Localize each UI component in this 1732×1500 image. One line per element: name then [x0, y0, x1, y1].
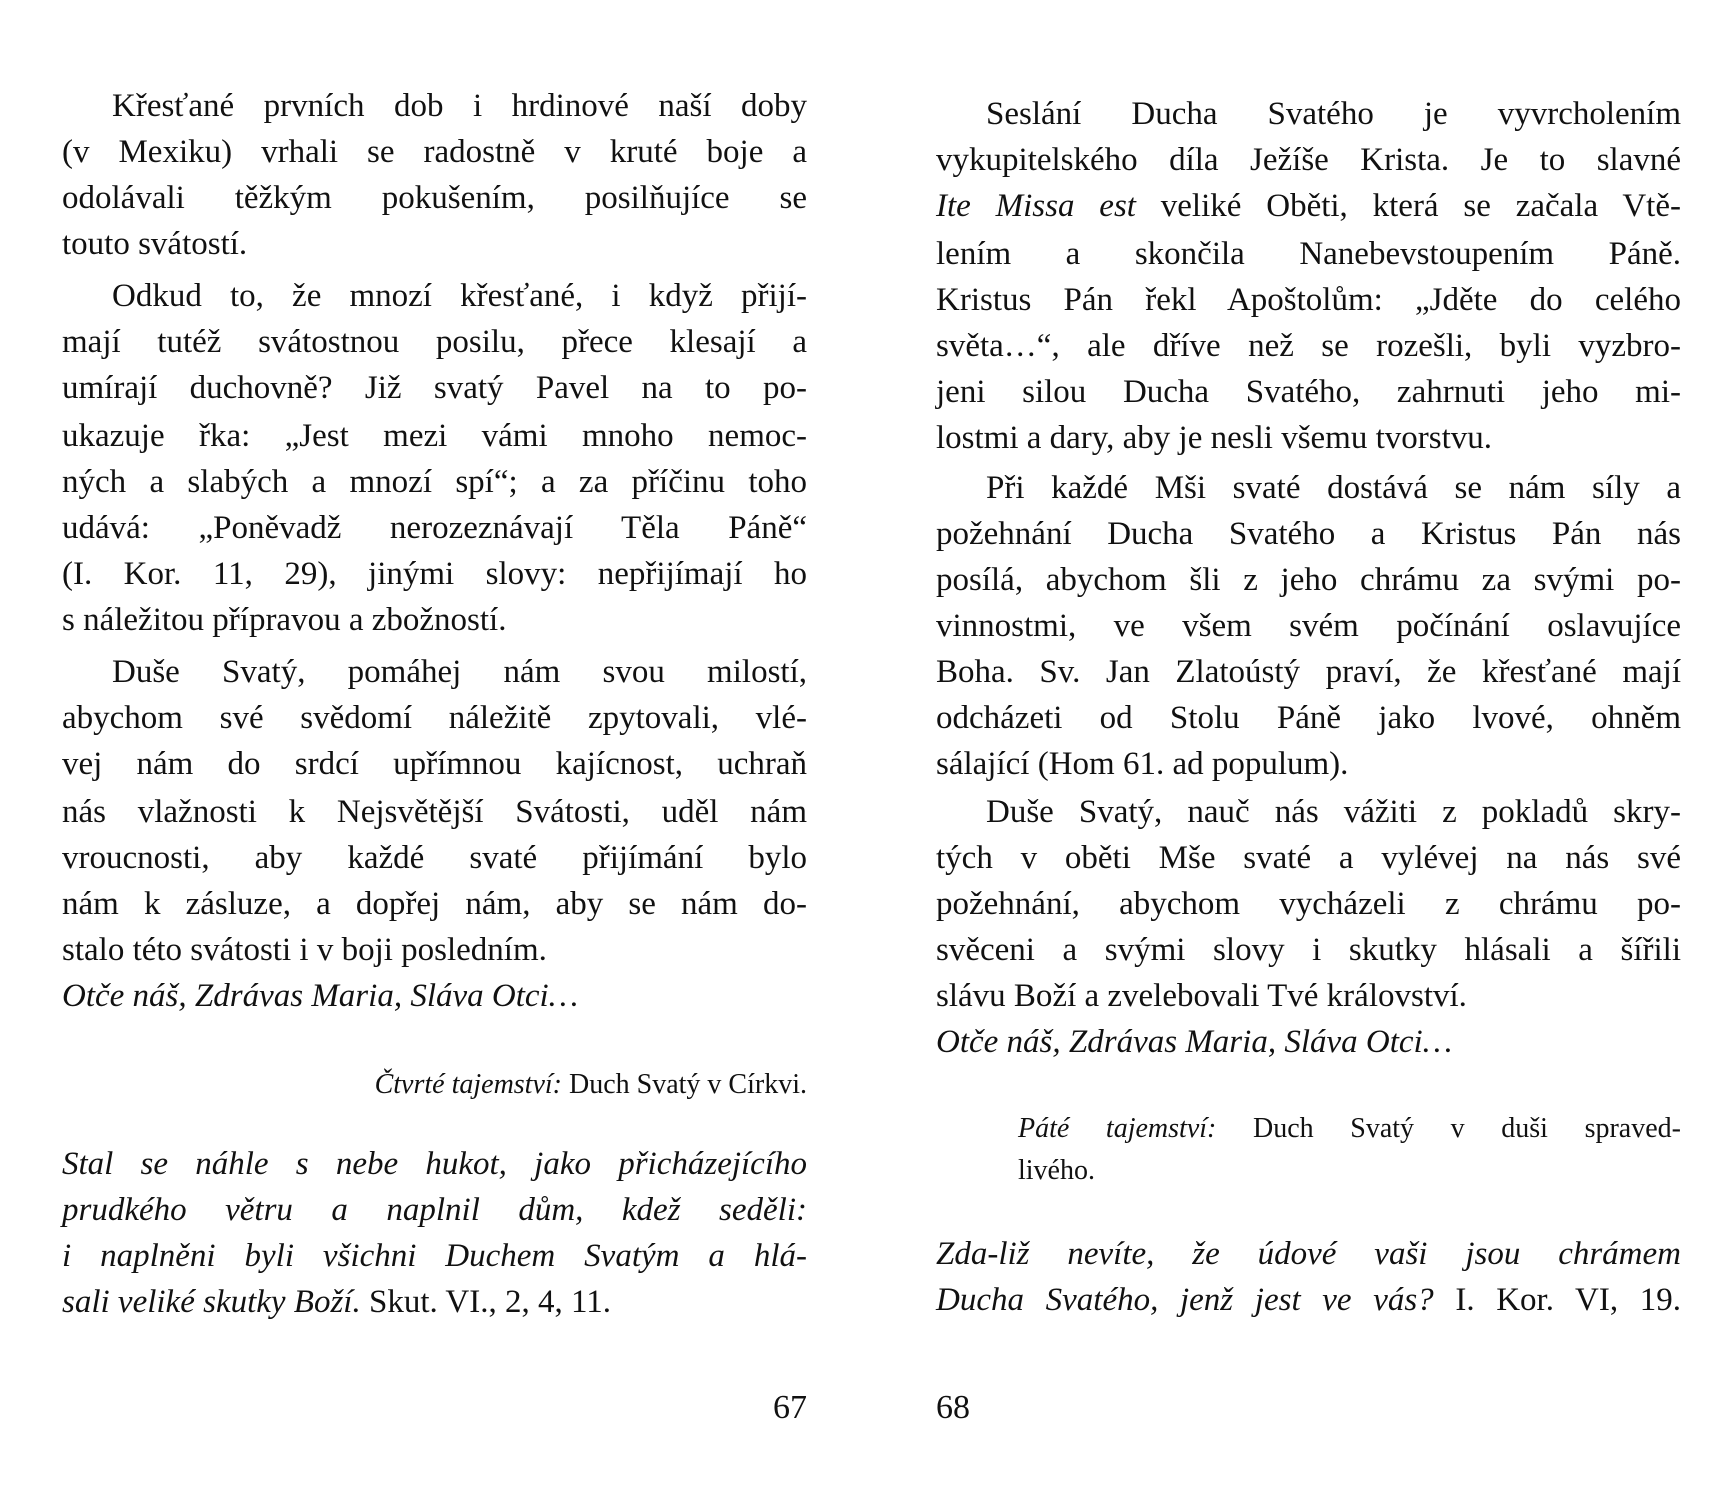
- quote-line: Stal se náhle s nebe hukot, jako přicházejícího: [62, 1146, 807, 1182]
- text-line: Křesťané prvních dob i hrdinové naší doby: [112, 88, 807, 124]
- text-line: udává: „Poněvadž nerozeznávají Těla Páně“: [62, 510, 807, 546]
- text-line: lením a skončila Nanebevstoupením Páně.: [936, 236, 1681, 272]
- quote-line: [62, 1284, 807, 1321]
- text-line: stalo této svátosti i v boji posledním.: [62, 932, 547, 968]
- text-line: Boha. Sv. Jan Zlatoústý praví, že křesťané mají: [936, 654, 1681, 690]
- quote-reference: I. Kor. VI, 19.: [1455, 1282, 1681, 1318]
- text-line: (v Mexiku) vrhali se radostně v kruté boje a: [62, 134, 807, 170]
- text-line: posílá, abychom šli z jeho chrámu za svými po-: [936, 562, 1681, 598]
- text-line: Kristus Pán řekl Apoštolům: „Jděte do celého: [936, 282, 1681, 318]
- latin-phrase: Ite Missa est: [936, 188, 1136, 224]
- text-line: požehnání Ducha Svatého a Kristus Pán nás: [936, 516, 1681, 552]
- text-line: umírají duchovně? Již svatý Pavel na to po-: [62, 370, 807, 406]
- text-line: svěceni a svými slovy i skutky hlásali a šířili: [936, 932, 1681, 968]
- mystery-caption: [1018, 1112, 1681, 1188]
- left-page: [62, 0, 807, 1500]
- text-line: sálající (Hom 61. ad populum).: [936, 746, 1349, 782]
- text-line: lostmi a dary, aby je nesli všemu tvorstvu.: [936, 420, 1493, 456]
- quote-line: [936, 1282, 1681, 1319]
- text-fragment: veliké Oběti, která se začala Vtě-: [1160, 188, 1681, 224]
- text-line: světa…“, ale dříve než se rozešli, byli vyzbro-: [936, 328, 1681, 364]
- quote-text: sali veliké skutky Boží.: [62, 1284, 361, 1320]
- text-line: mají tutéž svátostnou posilu, přece klesají a: [62, 324, 807, 360]
- text-line: požehnání, abychom vycházeli z chrámu po-: [936, 886, 1681, 922]
- text-line: Při každé Mši svaté dostává se nám síly a: [986, 470, 1681, 506]
- mystery-caption: [375, 1068, 807, 1102]
- text-line: vroucnosti, aby každé svaté přijímání bylo: [62, 840, 807, 876]
- text-line: (I. Kor. 11, 29), jinými slovy: nepřijímají ho: [62, 556, 807, 592]
- text-line: Seslání Ducha Svatého je vyvrcholením: [986, 96, 1681, 132]
- text-line: vinnostmi, ve všem svém počínání oslavujíce: [936, 608, 1681, 644]
- text-line: nám k zásluze, a dopřej nám, aby se nám do-: [62, 886, 807, 922]
- text-line: touto svátostí.: [62, 226, 248, 262]
- mystery-text-continued: livého.: [1018, 1155, 1095, 1186]
- mystery-label: Páté tajemství:: [1018, 1113, 1217, 1144]
- text-line: slávu Boží a zvelebovali Tvé království.: [936, 978, 1467, 1014]
- text-line: Duše Svatý, nauč nás vážiti z pokladů skry-: [986, 794, 1681, 830]
- text-line: Odkud to, že mnozí křesťané, i když přijí-: [112, 278, 807, 314]
- text-line: nás vlažnosti k Nejsvětější Svátosti, uděl nám: [62, 794, 807, 830]
- text-line: tých v oběti Mše svaté a vylévej na nás své: [936, 840, 1681, 876]
- quote-reference: Skut. VI., 2, 4, 11.: [368, 1284, 612, 1320]
- text-line: vej nám do srdcí upřímnou kajícnost, uchraň: [62, 746, 807, 782]
- right-page: [936, 0, 1681, 1500]
- text-line: Duše Svatý, pomáhej nám svou milostí,: [112, 654, 807, 690]
- text-line: ných a slabých a mnozí spí“; a za příčinu toho: [62, 464, 807, 500]
- quote-line: Zda-liž nevíte, že údové vaši jsou chrámem: [936, 1236, 1681, 1272]
- text-line: jeni silou Ducha Svatého, zahrnuti jeho mi-: [936, 374, 1681, 410]
- quote-line: i naplněni byli všichni Duchem Svatým a hlá-: [62, 1238, 807, 1274]
- quote-text: Ducha Svatého, jenž jest ve vás?: [936, 1282, 1434, 1318]
- text-line: abychom své svědomí náležitě zpytovali, vlé-: [62, 700, 807, 736]
- text-line: [936, 188, 1681, 225]
- page-number: 68: [936, 1389, 970, 1426]
- page-number: 67: [773, 1389, 807, 1426]
- text-line: vykupitelského díla Ježíše Krista. Je to slavné: [936, 142, 1681, 178]
- prayer-line: Otče náš, Zdrávas Maria, Sláva Otci…: [936, 1024, 1453, 1060]
- text-line: odolávali těžkým pokušením, posilňujíce se: [62, 180, 807, 216]
- mystery-text: Duch Svatý v Církvi.: [569, 1069, 807, 1100]
- text-line: odcházeti od Stolu Páně jako lvové, ohněm: [936, 700, 1681, 736]
- prayer-line: Otče náš, Zdrávas Maria, Sláva Otci…: [62, 978, 579, 1014]
- mystery-label: Čtvrté tajemství:: [374, 1069, 562, 1100]
- quote-line: prudkého větru a naplnil dům, kdež seděli:: [62, 1192, 807, 1228]
- mystery-text: Duch Svatý v duši spraved-: [1252, 1113, 1681, 1144]
- text-line: s náležitou přípravou a zbožností.: [62, 602, 507, 638]
- text-line: ukazuje řka: „Jest mezi vámi mnoho nemoc-: [62, 418, 807, 454]
